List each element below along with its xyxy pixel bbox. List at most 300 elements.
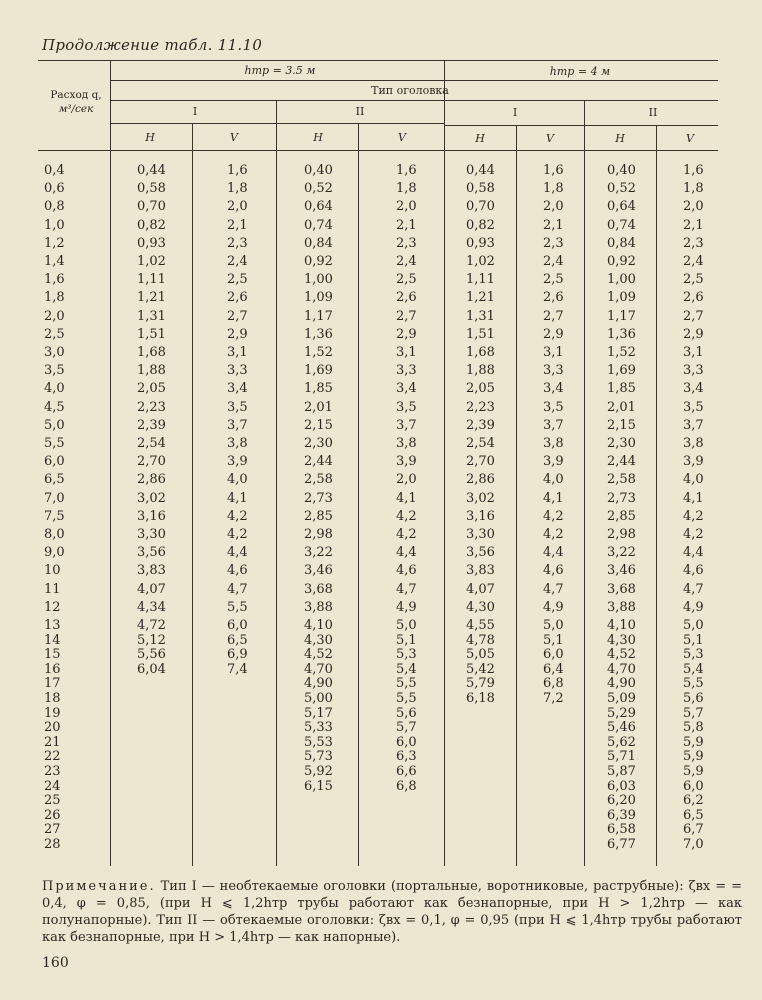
- col-V-1: V: [230, 131, 238, 144]
- table-cell: 4,6: [227, 563, 248, 579]
- table-cell: 4,6: [683, 563, 704, 579]
- table-cell: 1,88: [466, 363, 495, 379]
- table-cell: 1,36: [304, 326, 333, 342]
- rate-cell: 8,0: [44, 527, 65, 542]
- group-header-3-5: hтр = 3.5 м: [244, 64, 316, 77]
- rate-cell: 2,0: [44, 308, 65, 324]
- table-cell: 0,64: [304, 199, 333, 215]
- table-cell: 5,5: [396, 691, 417, 706]
- table-cell: 4,2: [396, 508, 417, 524]
- table-cell: 4,9: [683, 599, 704, 615]
- table-cell: 6,18: [466, 691, 495, 706]
- rate-cell: 7,5: [44, 508, 65, 524]
- table-cell: 5,29: [607, 705, 636, 721]
- hv-divider-4: [656, 125, 657, 866]
- table-cell: 3,46: [607, 563, 636, 579]
- table-cell: 6,6: [396, 764, 417, 779]
- table-cell: 4,0: [543, 472, 564, 488]
- rate-cell: 16: [44, 661, 61, 677]
- table-cell: 1,85: [304, 381, 333, 397]
- table-cell: 6,5: [227, 632, 248, 648]
- table-cell: 0,70: [466, 199, 495, 215]
- table-cell: 2,54: [466, 436, 495, 451]
- table-cell: 2,9: [396, 326, 417, 342]
- type-label: Тип оголовка: [371, 84, 449, 97]
- table-cell: 0,84: [304, 235, 333, 251]
- table-cell: 2,98: [607, 527, 636, 542]
- table-cell: 6,4: [543, 661, 564, 677]
- table-cell: 4,1: [227, 490, 248, 506]
- table-cell: 2,3: [227, 235, 248, 251]
- table-cell: 0,44: [137, 163, 166, 178]
- table-cell: 0,93: [466, 235, 495, 251]
- table-cell: 1,6: [683, 163, 704, 178]
- table-cell: 2,98: [304, 527, 333, 542]
- table-cell: 4,4: [396, 545, 417, 561]
- table-cell: 3,02: [137, 490, 166, 506]
- table-cell: 0,58: [137, 181, 166, 197]
- table-cell: 2,58: [607, 472, 636, 488]
- table-cell: 0,52: [304, 181, 333, 197]
- table-cell: 6,7: [683, 822, 704, 838]
- table-cell: 3,7: [683, 417, 704, 433]
- rate-cell: 5,5: [44, 436, 65, 451]
- table-cell: 2,01: [607, 399, 636, 415]
- table-cell: 6,3: [396, 749, 417, 765]
- table-cell: 5,0: [396, 618, 417, 633]
- table-cell: 2,6: [683, 290, 704, 306]
- table-cell: 2,6: [543, 290, 564, 306]
- table-cell: 6,8: [396, 778, 417, 794]
- table-cell: 2,73: [607, 490, 636, 506]
- table-cell: 3,5: [543, 399, 564, 415]
- table-cell: 5,6: [683, 691, 704, 706]
- table-cell: 1,17: [607, 308, 636, 324]
- rate-cell: 22: [44, 749, 61, 765]
- table-cell: 2,39: [466, 417, 495, 433]
- table-cell: 2,5: [543, 272, 564, 288]
- table-cell: 5,5: [227, 599, 248, 615]
- table-cell: 0,58: [466, 181, 495, 197]
- table-cell: 1,8: [227, 181, 248, 197]
- table-cell: 5,73: [304, 749, 333, 765]
- table-cell: 5,1: [543, 632, 564, 648]
- table-cell: 4,70: [304, 661, 333, 677]
- rate-cell: 23: [44, 764, 61, 779]
- table-cell: 2,7: [683, 308, 704, 324]
- table-cell: 3,8: [227, 436, 248, 451]
- table-cell: 2,39: [137, 417, 166, 433]
- rate-cell: 1,2: [44, 235, 65, 251]
- rate-cell: 0,4: [44, 163, 65, 178]
- table-cell: 2,7: [227, 308, 248, 324]
- table-cell: 5,3: [396, 647, 417, 663]
- table-cell: 2,4: [543, 254, 564, 269]
- table-cell: 6,0: [227, 618, 248, 633]
- table-continuation-caption: Продолжение табл. 11.10: [42, 36, 263, 54]
- table-cell: 4,6: [543, 563, 564, 579]
- table-cell: 2,9: [683, 326, 704, 342]
- table-cell: 3,68: [304, 581, 333, 597]
- table-cell: 1,68: [137, 345, 166, 360]
- table-cell: 3,83: [137, 563, 166, 579]
- table-cell: 3,02: [466, 490, 495, 506]
- table-cell: 4,07: [137, 581, 166, 597]
- table-cell: 3,4: [396, 381, 417, 397]
- table-cell: 2,0: [683, 199, 704, 215]
- table-cell: 4,55: [466, 618, 495, 633]
- table-cell: 4,2: [227, 527, 248, 542]
- table-cell: 2,70: [137, 454, 166, 470]
- table-cell: 3,88: [607, 599, 636, 615]
- rate-cell: 9,0: [44, 545, 65, 561]
- table-cell: 3,1: [396, 345, 417, 360]
- table-cell: 3,3: [543, 363, 564, 379]
- type-divider-right: [584, 100, 585, 866]
- rate-cell: 4,0: [44, 381, 65, 397]
- table-cell: 1,6: [543, 163, 564, 178]
- rate-cell: 2,5: [44, 326, 65, 342]
- table-cell: 3,30: [466, 527, 495, 542]
- table-cell: 0,52: [607, 181, 636, 197]
- table-cell: 7,4: [227, 661, 248, 677]
- table-cell: 2,30: [607, 436, 636, 451]
- table-cell: 5,6: [396, 705, 417, 721]
- table-top-rule: [38, 60, 718, 61]
- table-cell: 6,04: [137, 661, 166, 677]
- table-cell: 6,8: [543, 676, 564, 692]
- table-cell: 6,0: [543, 647, 564, 663]
- table-cell: 2,4: [227, 254, 248, 269]
- table-cell: 2,44: [304, 454, 333, 470]
- table-cell: 5,62: [607, 734, 636, 750]
- table-cell: 5,00: [304, 691, 333, 706]
- rate-label: Расход q,: [50, 89, 102, 101]
- table-cell: 2,05: [137, 381, 166, 397]
- table-cell: 1,00: [304, 272, 333, 288]
- table-cell: 3,5: [396, 399, 417, 415]
- table-cell: 3,56: [137, 545, 166, 561]
- table-cell: 4,1: [396, 490, 417, 506]
- rate-cell: 18: [44, 691, 61, 706]
- table-cell: 1,02: [137, 254, 166, 269]
- table-cell: 6,0: [396, 734, 417, 750]
- rate-cell: 13: [44, 618, 61, 633]
- table-cell: 1,8: [543, 181, 564, 197]
- table-cell: 5,9: [683, 749, 704, 765]
- table-cell: 0,74: [304, 217, 333, 233]
- table-cell: 0,92: [607, 254, 636, 269]
- table-cell: 3,3: [683, 363, 704, 379]
- table-cell: 5,05: [466, 647, 495, 663]
- type-number-rule-3: [444, 125, 584, 126]
- table-cell: 6,39: [607, 807, 636, 823]
- table-cell: 5,1: [396, 632, 417, 648]
- table-cell: 4,4: [543, 545, 564, 561]
- hv-divider-2: [358, 123, 359, 866]
- table-cell: 4,2: [396, 527, 417, 542]
- table-cell: 6,5: [683, 807, 704, 823]
- table-cell: 2,70: [466, 454, 495, 470]
- table-cell: 6,2: [683, 793, 704, 809]
- rate-column-header: [38, 88, 114, 116]
- table-cell: 6,9: [227, 647, 248, 663]
- table-cell: 2,86: [466, 472, 495, 488]
- table-cell: 3,3: [396, 363, 417, 379]
- table-cell: 1,21: [137, 290, 166, 306]
- rate-cell: 19: [44, 705, 61, 721]
- group-header-4: hтр = 4 м: [549, 65, 611, 78]
- rate-cell: 6,5: [44, 472, 65, 488]
- table-cell: 3,16: [466, 508, 495, 524]
- table-cell: 4,52: [304, 647, 333, 663]
- rate-cell: 1,0: [44, 217, 65, 233]
- table-cell: 5,92: [304, 764, 333, 779]
- table-cell: 2,85: [304, 508, 333, 524]
- table-cell: 4,10: [607, 618, 636, 633]
- table-cell: 5,53: [304, 734, 333, 750]
- table-cell: 5,3: [683, 647, 704, 663]
- table-cell: 0,74: [607, 217, 636, 233]
- table-cell: 1,51: [466, 326, 495, 342]
- table-cell: 5,56: [137, 647, 166, 663]
- type-number-rule-4: [584, 125, 718, 126]
- type-divider-left: [276, 100, 277, 866]
- table-cell: 3,1: [683, 345, 704, 360]
- table-cell: 0,82: [137, 217, 166, 233]
- table-cell: 2,23: [466, 399, 495, 415]
- table-cell: 3,4: [543, 381, 564, 397]
- table-cell: 3,8: [683, 436, 704, 451]
- rate-cell: 5,0: [44, 417, 65, 433]
- table-cell: 2,4: [396, 254, 417, 269]
- table-cell: 4,07: [466, 581, 495, 597]
- table-cell: 4,10: [304, 618, 333, 633]
- table-cell: 2,1: [543, 217, 564, 233]
- table-cell: 1,11: [137, 272, 166, 288]
- col-H-1: H: [145, 131, 155, 144]
- table-cell: 2,1: [396, 217, 417, 233]
- table-cell: 7,0: [683, 837, 704, 852]
- table-cell: 4,70: [607, 661, 636, 677]
- table-cell: 4,1: [543, 490, 564, 506]
- table-cell: 4,7: [683, 581, 704, 597]
- table-cell: 3,22: [304, 545, 333, 561]
- table-cell: 2,3: [396, 235, 417, 251]
- table-cell: 5,71: [607, 749, 636, 765]
- table-cell: 0,40: [304, 163, 333, 178]
- table-cell: 2,15: [607, 417, 636, 433]
- table-cell: 1,31: [137, 308, 166, 324]
- note-text: Тип I — необтекаемые оголовки (портальные, воротниковые, раструбные): ζвх = = 0,4, φ = 0,85, (при H ⩽ 1,2hтр трубы работают как безнапорные, при H > 1,2hтр — как полунапорные). Тип II — обтекаемые оголовки: ζвх = 0,1, φ = 0,95 (при H ⩽ 1,4hтр трубы работают как безнапорные, при H > 1,4hтр — как напорные).: [42, 879, 742, 945]
- table-cell: 5,87: [607, 764, 636, 779]
- table-cell: 1,85: [607, 381, 636, 397]
- table-cell: 6,03: [607, 778, 636, 794]
- table-cell: 2,5: [683, 272, 704, 288]
- table-cell: 3,4: [683, 381, 704, 397]
- table-cell: 1,09: [304, 290, 333, 306]
- table-cell: 2,30: [304, 436, 333, 451]
- header-bottom-rule: [38, 150, 718, 151]
- col-H-3: H: [475, 132, 485, 145]
- table-cell: 2,58: [304, 472, 333, 488]
- table-cell: 1,36: [607, 326, 636, 342]
- table-cell: 2,01: [304, 399, 333, 415]
- table-cell: 1,8: [683, 181, 704, 197]
- table-cell: 4,2: [543, 508, 564, 524]
- table-cell: 3,9: [396, 454, 417, 470]
- rate-cell: 10: [44, 563, 61, 579]
- table-cell: 1,69: [304, 363, 333, 379]
- table-cell: 3,5: [227, 399, 248, 415]
- table-cell: 4,9: [543, 599, 564, 615]
- table-cell: 1,6: [227, 163, 248, 178]
- type-I-right: I: [512, 106, 518, 119]
- table-cell: 3,22: [607, 545, 636, 561]
- table-cell: 5,1: [683, 632, 704, 648]
- table-cell: 4,72: [137, 618, 166, 633]
- table-cell: 2,6: [227, 290, 248, 306]
- table-cell: 4,78: [466, 632, 495, 648]
- rate-cell: 3,5: [44, 363, 65, 379]
- table-cell: 7,2: [543, 691, 564, 706]
- hv-divider-1: [192, 123, 193, 866]
- table-cell: 6,58: [607, 822, 636, 838]
- table-cell: 2,9: [543, 326, 564, 342]
- table-cell: 2,9: [227, 326, 248, 342]
- table-cell: 4,2: [543, 527, 564, 542]
- table-cell: 3,8: [543, 436, 564, 451]
- table-cell: 4,7: [396, 581, 417, 597]
- table-cell: 6,15: [304, 778, 333, 794]
- table-cell: 2,85: [607, 508, 636, 524]
- table-cell: 4,7: [543, 581, 564, 597]
- table-cell: 4,0: [227, 472, 248, 488]
- table-cell: 5,9: [683, 764, 704, 779]
- note-lead: Примечание.: [42, 879, 156, 894]
- table-cell: 0,64: [607, 199, 636, 215]
- table-cell: 4,2: [683, 508, 704, 524]
- table-cell: 6,0: [683, 778, 704, 794]
- col-H-2: H: [313, 131, 323, 144]
- table-cell: 5,79: [466, 676, 495, 692]
- table-cell: 5,46: [607, 720, 636, 736]
- rate-cell: 1,4: [44, 254, 65, 269]
- table-cell: 4,34: [137, 599, 166, 615]
- rate-column-divider: [110, 60, 111, 866]
- table-cell: 3,46: [304, 563, 333, 579]
- table-cell: 4,30: [304, 632, 333, 648]
- table-cell: 3,8: [396, 436, 417, 451]
- table-cell: 5,4: [396, 661, 417, 677]
- table-cell: 5,5: [683, 676, 704, 692]
- table-cell: 4,9: [396, 599, 417, 615]
- table-cell: 1,69: [607, 363, 636, 379]
- hv-divider-3: [516, 125, 517, 866]
- rate-cell: 25: [44, 793, 61, 809]
- rate-cell: 15: [44, 647, 61, 663]
- table-cell: 1,52: [607, 345, 636, 360]
- table-cell: 1,52: [304, 345, 333, 360]
- table-cell: 4,4: [227, 545, 248, 561]
- table-cell: 4,6: [396, 563, 417, 579]
- rate-cell: 0,6: [44, 181, 65, 197]
- table-cell: 3,56: [466, 545, 495, 561]
- table-cell: 1,21: [466, 290, 495, 306]
- table-cell: 5,4: [683, 661, 704, 677]
- table-cell: 5,17: [304, 705, 333, 721]
- table-cell: 0,92: [304, 254, 333, 269]
- table-cell: 4,0: [683, 472, 704, 488]
- rate-cell: 1,6: [44, 272, 65, 288]
- group-header-rule: [110, 80, 718, 81]
- table-cell: 3,1: [543, 345, 564, 360]
- col-H-4: H: [615, 132, 625, 145]
- rate-cell: 20: [44, 720, 61, 736]
- table-cell: 2,05: [466, 381, 495, 397]
- rate-cell: 24: [44, 778, 61, 794]
- table-cell: 2,1: [227, 217, 248, 233]
- table-cell: 2,5: [396, 272, 417, 288]
- table-cell: 2,23: [137, 399, 166, 415]
- table-cell: 5,0: [683, 618, 704, 633]
- table-cell: 6,77: [607, 837, 636, 852]
- table-cell: 3,30: [137, 527, 166, 542]
- type-number-rule-1: [110, 123, 276, 124]
- table-cell: 4,90: [304, 676, 333, 692]
- table-cell: 2,0: [543, 199, 564, 215]
- table-cell: 2,0: [396, 199, 417, 215]
- table-cell: 1,00: [607, 272, 636, 288]
- col-V-3: V: [546, 132, 554, 145]
- table-cell: 2,6: [396, 290, 417, 306]
- type-II-right: II: [648, 106, 658, 119]
- table-cell: 3,4: [227, 381, 248, 397]
- type-number-rule-2: [276, 123, 444, 124]
- table-cell: 0,44: [466, 163, 495, 178]
- table-cell: 1,09: [607, 290, 636, 306]
- table-cell: 3,9: [683, 454, 704, 470]
- table-cell: 3,9: [543, 454, 564, 470]
- group-divider: [444, 60, 445, 866]
- rate-cell: 3,0: [44, 345, 65, 360]
- type-I-left: I: [192, 105, 198, 118]
- table-cell: 4,30: [466, 599, 495, 615]
- table-cell: 5,33: [304, 720, 333, 736]
- rate-cell: 12: [44, 599, 61, 615]
- table-cell: 1,02: [466, 254, 495, 269]
- table-cell: 2,15: [304, 417, 333, 433]
- rate-cell: 0,8: [44, 199, 65, 215]
- table-cell: 3,5: [683, 399, 704, 415]
- table-cell: 1,8: [396, 181, 417, 197]
- table-cell: 4,2: [683, 527, 704, 542]
- table-cell: 2,7: [543, 308, 564, 324]
- table-cell: 5,0: [543, 618, 564, 633]
- table-cell: 1,31: [466, 308, 495, 324]
- table-cell: 2,7: [396, 308, 417, 324]
- table-cell: 0,40: [607, 163, 636, 178]
- table-cell: 1,6: [396, 163, 417, 178]
- table-cell: 3,1: [227, 345, 248, 360]
- table-cell: 4,1: [683, 490, 704, 506]
- table-cell: 4,90: [607, 676, 636, 692]
- table-cell: 2,1: [683, 217, 704, 233]
- rate-cell: 21: [44, 734, 61, 750]
- table-cell: 1,88: [137, 363, 166, 379]
- table-cell: 2,0: [396, 472, 417, 488]
- table-cell: 2,86: [137, 472, 166, 488]
